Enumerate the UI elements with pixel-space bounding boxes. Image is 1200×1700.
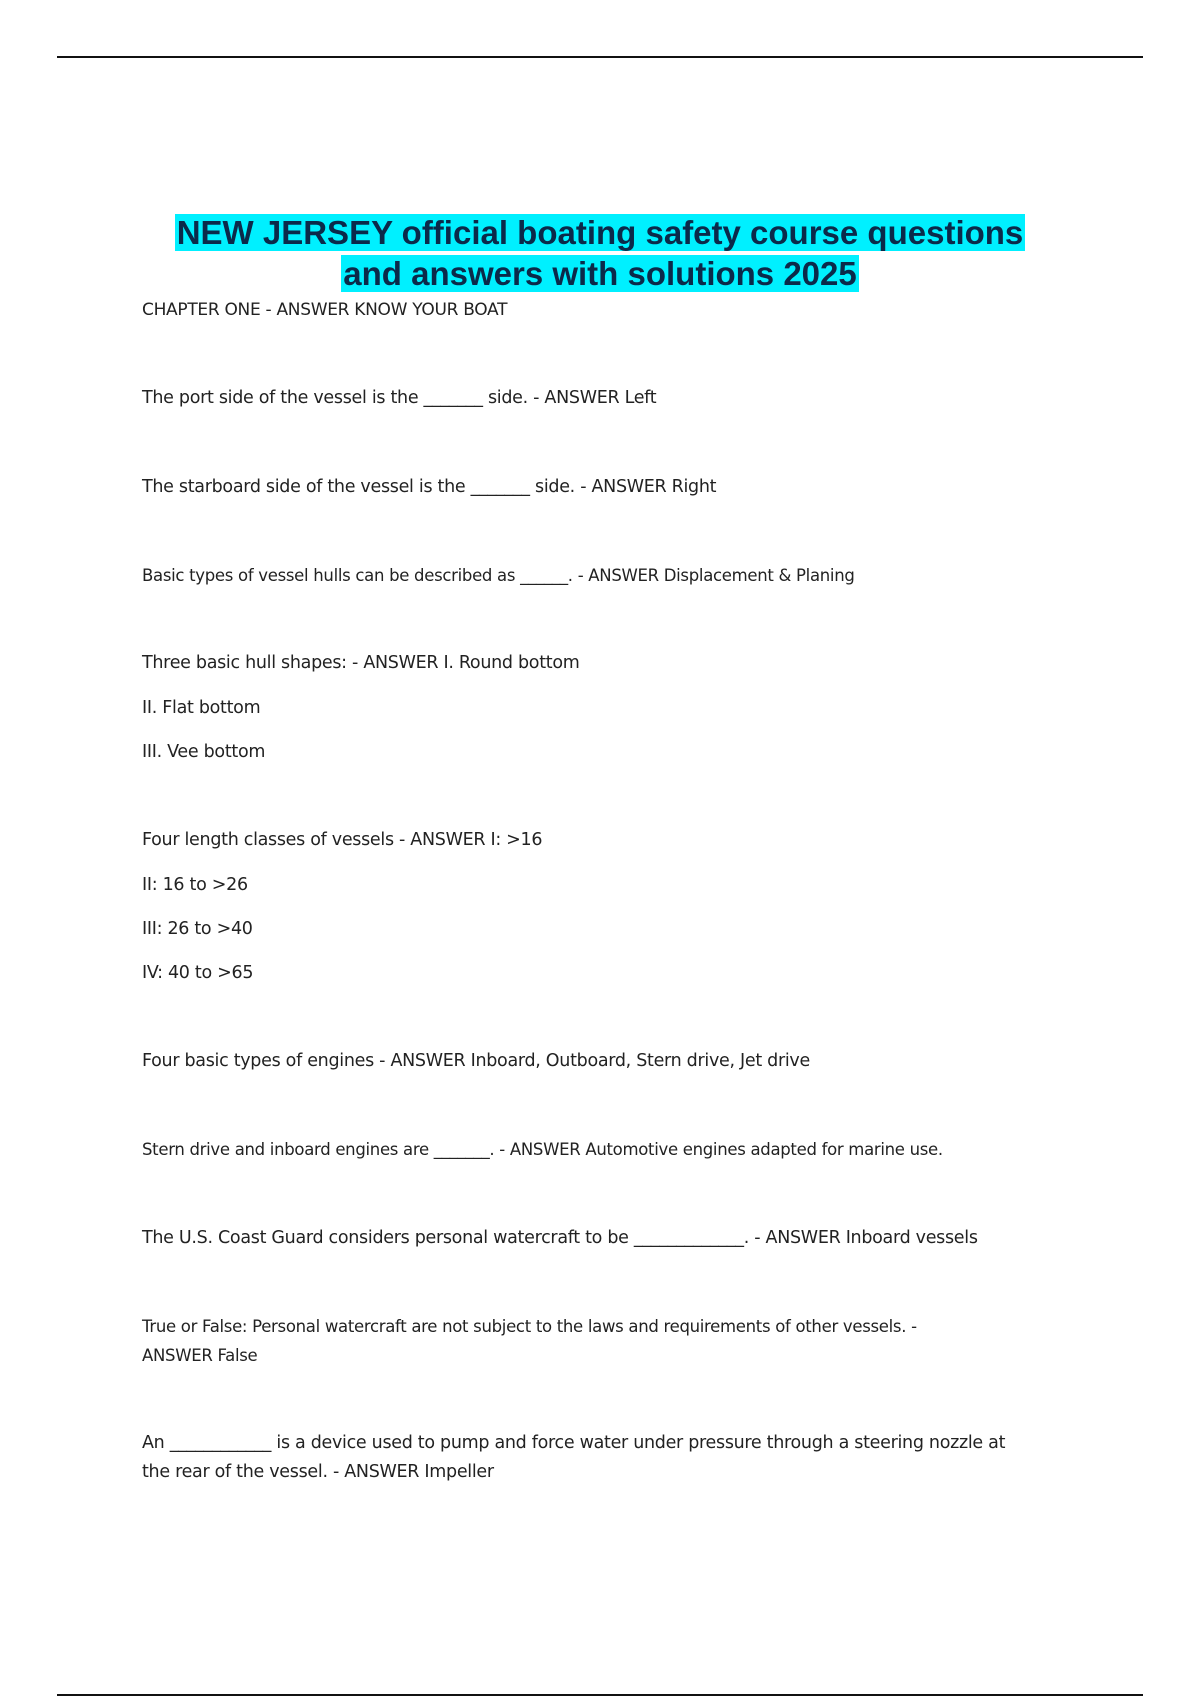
qa-item-continuation: II: 16 to >26 [142,875,248,895]
qa-item: An ____________ is a device used to pump and force water under pressure through a steering nozzle at [142,1433,1006,1453]
chapter-heading: CHAPTER ONE - ANSWER KNOW YOUR BOAT [142,300,508,320]
qa-item: Four length classes of vessels - ANSWER I: >16 [142,830,543,850]
bottom-rule [57,1694,1143,1696]
qa-item-continuation: III. Vee bottom [142,742,266,762]
qa-item: Four basic types of engines - ANSWER Inboard, Outboard, Stern drive, Jet drive [142,1051,810,1071]
qa-item: Three basic hull shapes: - ANSWER I. Round bottom [142,653,580,673]
title-line-1: NEW JERSEY official boating safety course questions [176,214,1024,251]
qa-item: True or False: Personal watercraft are not subject to the laws and requirements of other vessels. - [142,1317,917,1336]
qa-item-continuation: IV: 40 to >65 [142,963,254,983]
qa-item: The port side of the vessel is the _______ side. - ANSWER Left [142,388,657,408]
document-title [100,212,1100,294]
qa-item-continuation: the rear of the vessel. - ANSWER Impeller [142,1462,494,1482]
qa-item: The starboard side of the vessel is the _______ side. - ANSWER Right [142,477,717,497]
qa-item-continuation: ANSWER False [142,1346,258,1365]
qa-item-continuation: II. Flat bottom [142,698,261,718]
qa-item: Stern drive and inboard engines are _______. - ANSWER Automotive engines adapted for marine use. [142,1140,943,1159]
title-line-2: and answers with solutions 2025 [343,255,857,292]
qa-item: Basic types of vessel hulls can be described as ______. - ANSWER Displacement & Planing [142,566,855,585]
qa-item-continuation: III: 26 to >40 [142,919,253,939]
top-rule [57,56,1143,58]
qa-item: The U.S. Coast Guard considers personal watercraft to be _____________. - ANSWER Inboard vessels [142,1228,978,1248]
